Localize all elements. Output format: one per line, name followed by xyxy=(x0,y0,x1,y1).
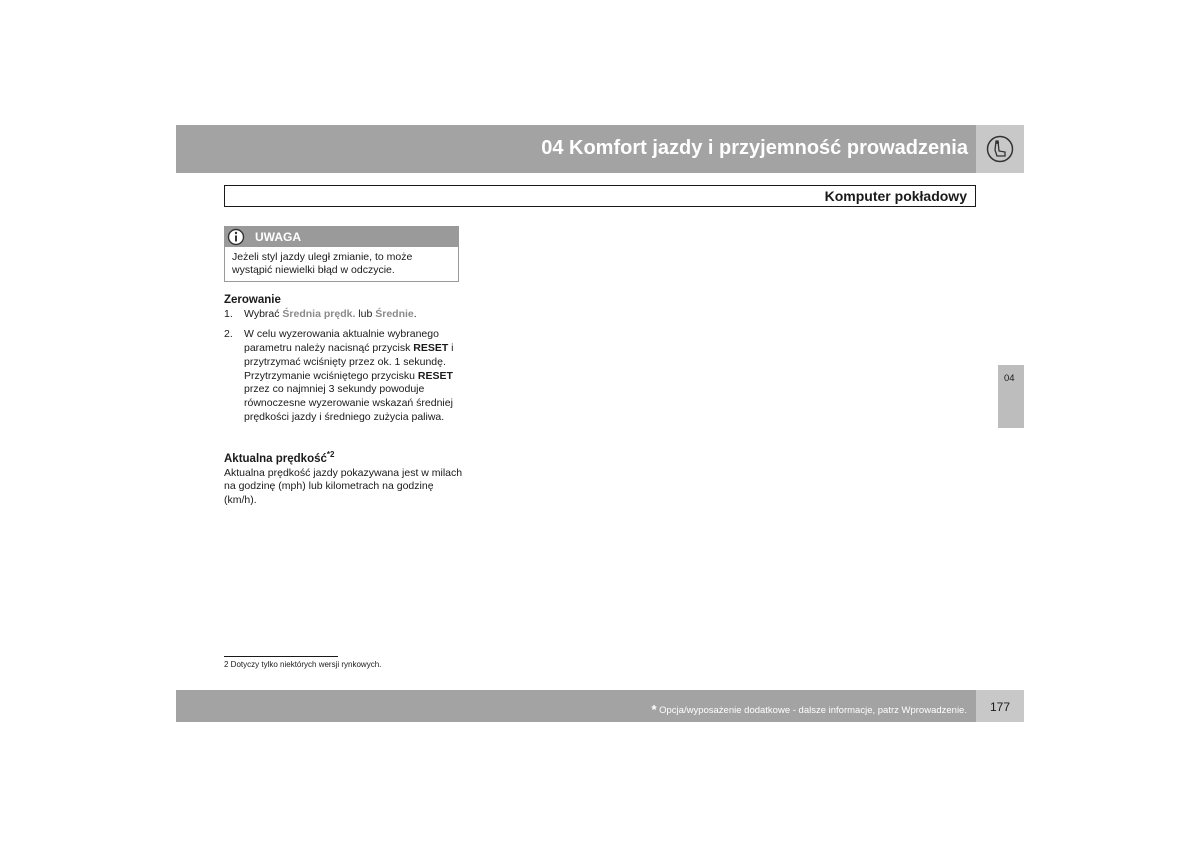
reset-button-ref: RESET xyxy=(413,342,449,355)
chapter-side-tab xyxy=(998,365,1024,428)
section-title: Komputer pokładowy xyxy=(824,188,967,204)
chapter-icon-box xyxy=(976,125,1024,173)
option-star: * xyxy=(651,702,657,717)
note-box xyxy=(224,226,459,282)
footer-note: * Opcja/wyposażenie dodatkowe - dalsze informacje, patrz Wprowadzenie. xyxy=(651,702,967,717)
side-tab-label: 04 xyxy=(1004,373,1015,384)
speed-text: Aktualna prędkość jazdy pokazywana jest w milach na godzinę (mph) lub kilometrach na godzinę (km/h). xyxy=(224,466,463,506)
reset-step-1 xyxy=(224,308,464,322)
footnote: 2 Dotyczy tylko niektórych wersji rynkowych. xyxy=(224,660,382,669)
note-header xyxy=(225,227,458,247)
seat-icon xyxy=(986,135,1014,163)
step-text: W celu wyzerowania aktualnie wybranego parametru należy nacisnąć przycisk RESET i przytrzymać wciśnięty przez ok. 1 sekundę. Przytrzymanie wciśniętego przycisku RESET przez co najmniej 3 sekundy powoduje równoczesne wyzerowanie wskazań średniej prędkości jazdy i średniego zużycia paliwa. xyxy=(244,328,454,423)
step-text: Wybrać Średnia prędk. lub Średnie. xyxy=(244,307,417,320)
menu-option-average: Średnie xyxy=(375,307,414,320)
chapter-header xyxy=(176,125,976,173)
footnote-divider xyxy=(224,656,338,657)
reset-button-ref: RESET xyxy=(417,369,453,382)
step-number: 1. xyxy=(224,307,233,320)
speed-heading-sup: *2 xyxy=(326,450,335,459)
note-label: UWAGA xyxy=(255,230,301,244)
note-text: Jeżeli styl jazdy uległ zmianie, to może wystąpić niewielki błąd w odczycie. xyxy=(232,251,413,276)
reset-section xyxy=(224,294,464,424)
reset-heading: Zerowanie xyxy=(224,294,281,306)
menu-option-average-speed: Średnia prędk. xyxy=(282,307,356,320)
page-number-box xyxy=(976,690,1024,722)
speed-heading: Aktualna prędkość$^{*2}$ xyxy=(224,450,335,465)
footer-bar xyxy=(176,690,976,722)
reset-step-2 xyxy=(224,328,464,424)
speed-section xyxy=(224,448,464,508)
chapter-title: 04 Komfort jazdy i przyjemność prowadzenia xyxy=(541,137,968,159)
info-icon xyxy=(227,228,245,246)
section-header xyxy=(224,185,976,207)
step-number: 2. xyxy=(224,328,233,341)
page-number: 177 xyxy=(990,700,1011,714)
